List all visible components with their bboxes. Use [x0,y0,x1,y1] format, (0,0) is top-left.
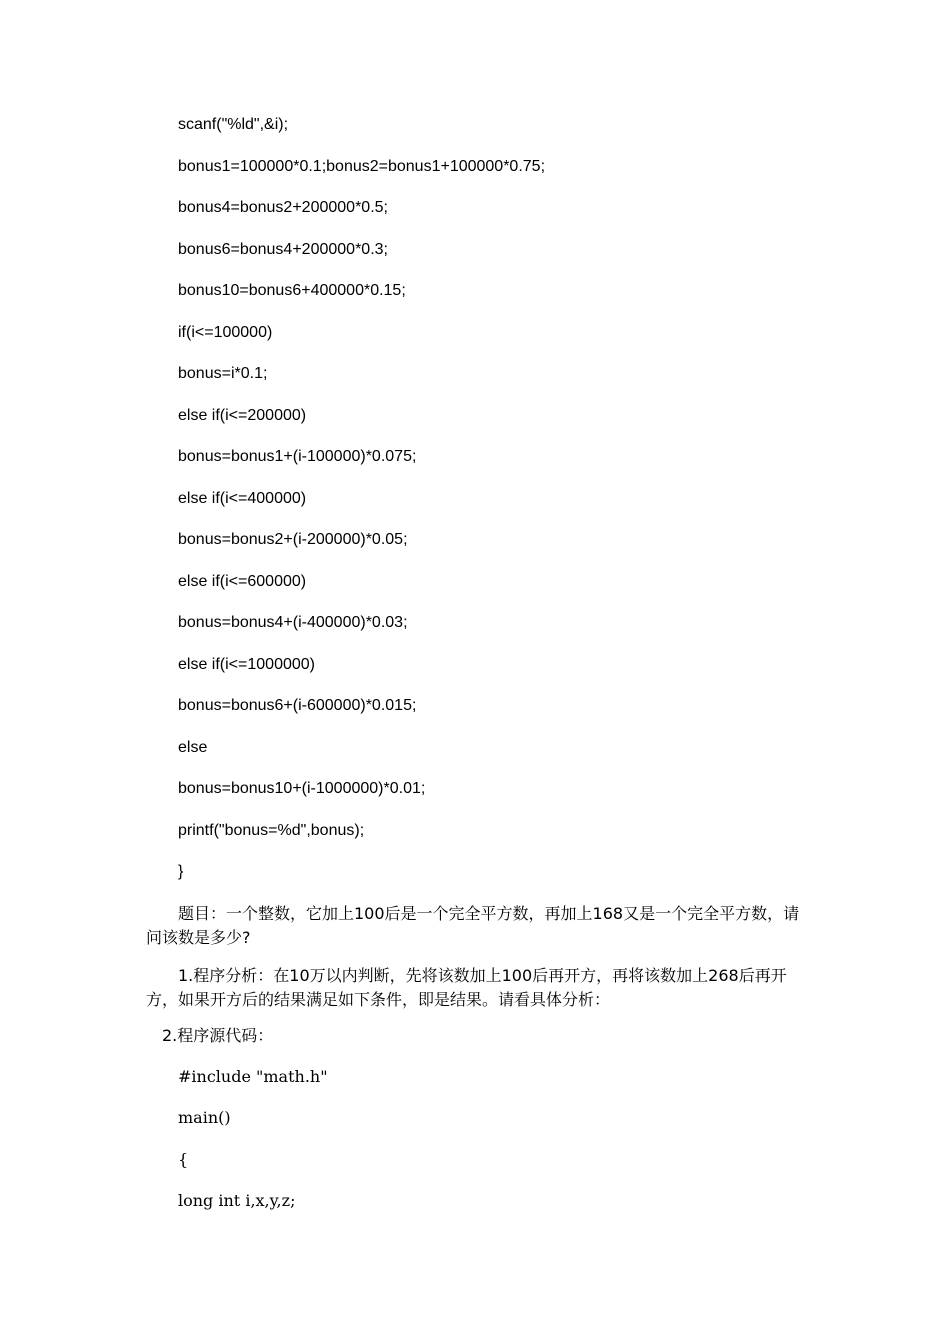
problem-statement: 题目：一个整数，它加上100后是一个完全平方数，再加上168又是一个完全平方数，请问该数是多少? [146,904,800,947]
code-line: bonus4=bonus2+200000*0.5; [178,199,388,216]
code-line: } [178,863,184,880]
code-line: #include "math.h" [178,1067,328,1086]
code-line: long int i,x,y,z; [178,1191,296,1210]
code-line: scanf("%ld",&i); [178,116,289,133]
code-line: if(i<=100000) [178,324,273,341]
code-line: else if(i<=200000) [178,407,307,424]
code-line: bonus=bonus2+(i-200000)*0.05; [178,531,408,548]
code-line: bonus=bonus1+(i-100000)*0.075; [178,448,417,465]
code-line: bonus1=100000*0.1;bonus2=bonus1+100000*0.75; [178,158,546,175]
code-line: bonus6=bonus4+200000*0.3; [178,241,388,258]
source-code-heading: 2.程序源代码： [162,1026,274,1045]
code-line: printf("bonus=%d",bonus); [178,822,365,839]
code-line: { [178,1150,189,1169]
code-line: else if(i<=1000000) [178,656,315,673]
code-line: else if(i<=400000) [178,490,307,507]
program-analysis: 1.程序分析：在10万以内判断，先将该数加上100后再开方，再将该数加上268后再开方，如果开方后的结果满足如下条件，即是结果。请看具体分析： [146,966,787,1009]
code-line: bonus=bonus10+(i-1000000)*0.01; [178,780,426,797]
code-line: else if(i<=600000) [178,573,307,590]
code-line: main() [178,1108,231,1127]
code-line: bonus=bonus6+(i-600000)*0.015; [178,697,417,714]
code-line: bonus=i*0.1; [178,365,268,382]
code-line: bonus10=bonus6+400000*0.15; [178,282,406,299]
code-line: bonus=bonus4+(i-400000)*0.03; [178,614,408,631]
code-line: else [178,739,208,756]
